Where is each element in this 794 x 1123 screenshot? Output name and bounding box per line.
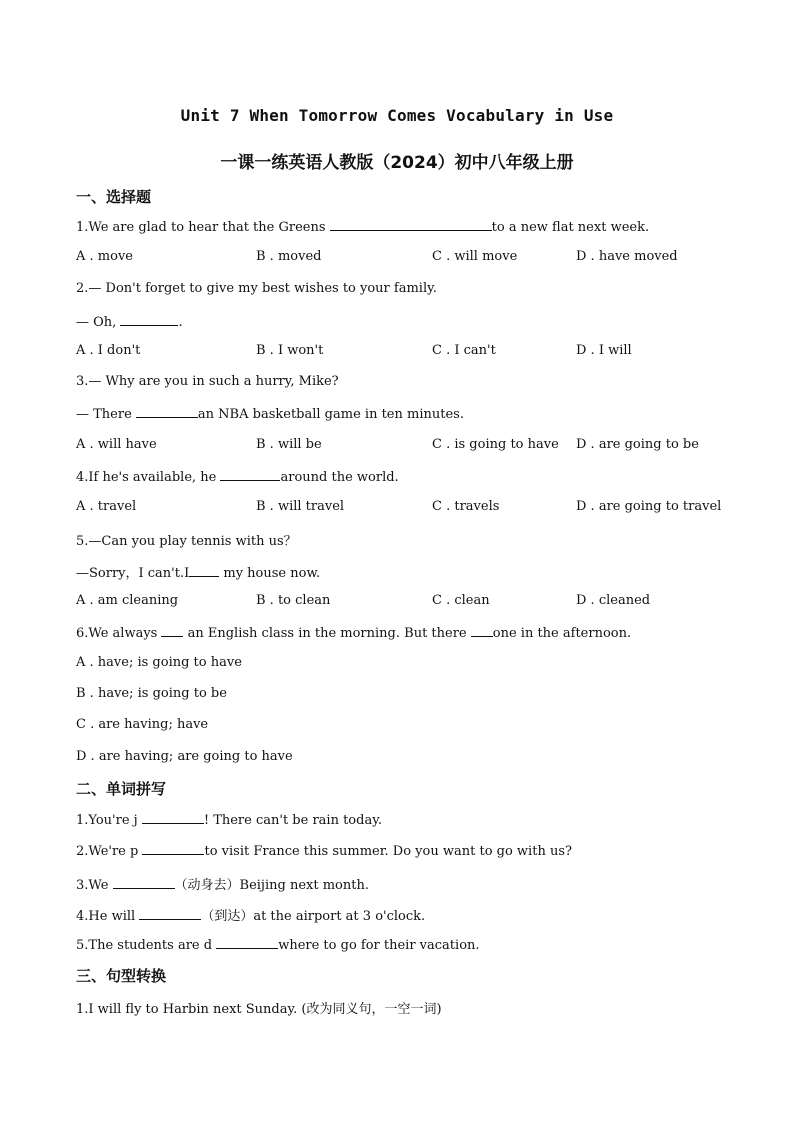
question-5-line2: —Sorry，I can't.I my house now. — [76, 566, 321, 581]
answer-blank — [330, 218, 492, 231]
answer-blank — [471, 624, 493, 637]
option-a[interactable]: A . I don't — [76, 343, 141, 358]
question-1-stem: 1.We are glad to hear that the Greens to a new flat next week. — [76, 220, 650, 235]
option-a[interactable]: A . am cleaning — [76, 593, 179, 608]
spelling-item-5: 5.The students are d where to go for their vacation. — [76, 938, 480, 953]
option-c[interactable]: C . is going to have — [432, 437, 559, 452]
spelling-item-2: 2.We're p to visit France this summer. Do you want to go with us? — [76, 844, 572, 859]
question-2-line2: — Oh, . — [76, 315, 183, 330]
option-b[interactable]: B . moved — [256, 249, 322, 264]
spelling-item-4: 4.He will （到达）at the airport at 3 o'clock. — [76, 909, 426, 924]
option-a[interactable]: A . have; is going to have — [76, 655, 242, 670]
answer-blank[interactable] — [139, 907, 201, 920]
answer-blank[interactable] — [142, 842, 204, 855]
question-6-stem: 6.We always an English class in the morning. But there one in the afternoon. — [76, 626, 632, 641]
answer-blank[interactable] — [216, 936, 278, 949]
option-d[interactable]: D . I will — [576, 343, 632, 358]
section-heading-spelling: 二、单词拼写 — [76, 780, 167, 798]
option-a[interactable]: A . will have — [76, 437, 157, 452]
question-2-line1: 2.— Don't forget to give my best wishes to your family. — [76, 281, 437, 296]
answer-blank[interactable] — [142, 811, 204, 824]
option-b[interactable]: B . will travel — [256, 499, 345, 514]
option-d[interactable]: D . are going to travel — [576, 499, 722, 514]
option-c[interactable]: C . are having; have — [76, 717, 209, 732]
option-b[interactable]: B . will be — [256, 437, 322, 452]
question-3-line2: — There an NBA basketball game in ten minutes. — [76, 407, 464, 422]
option-d[interactable]: D . cleaned — [576, 593, 651, 608]
option-b[interactable]: B . I won't — [256, 343, 324, 358]
spelling-item-1: 1.You're j ! There can't be rain today. — [76, 813, 382, 828]
option-c[interactable]: C . I can't — [432, 343, 496, 358]
answer-blank — [136, 405, 198, 418]
page-subtitle: 一课一练英语人教版（2024）初中八年级上册 — [220, 153, 574, 173]
page-title: Unit 7 When Tomorrow Comes Vocabulary in Use — [180, 106, 614, 125]
option-c[interactable]: C . clean — [432, 593, 490, 608]
spelling-item-3: 3.We （动身去）Beijing next month. — [76, 878, 369, 893]
option-a[interactable]: A . move — [76, 249, 133, 264]
option-d[interactable]: D . have moved — [576, 249, 678, 264]
option-b[interactable]: B . have; is going to be — [76, 686, 227, 701]
answer-blank — [220, 468, 280, 481]
section-heading-transformation: 三、句型转换 — [76, 967, 167, 985]
option-a[interactable]: A . travel — [76, 499, 137, 514]
option-c[interactable]: C . travels — [432, 499, 500, 514]
question-3-line1: 3.— Why are you in such a hurry, Mike? — [76, 374, 339, 389]
option-d[interactable]: D . are going to be — [576, 437, 699, 452]
answer-blank — [189, 564, 219, 577]
answer-blank — [120, 313, 178, 326]
answer-blank[interactable] — [113, 876, 175, 889]
option-c[interactable]: C . will move — [432, 249, 518, 264]
option-d[interactable]: D . are having; are going to have — [76, 749, 293, 764]
section-heading-choice: 一、选择题 — [76, 188, 152, 206]
option-b[interactable]: B . to clean — [256, 593, 331, 608]
transformation-item-1: 1.I will fly to Harbin next Sunday. (改为同义句，一空一词) — [76, 1002, 442, 1017]
answer-blank — [161, 624, 183, 637]
question-5-line1: 5.—Can you play tennis with us？ — [76, 534, 297, 549]
question-4-stem: 4.If he's available, he around the world. — [76, 470, 399, 485]
